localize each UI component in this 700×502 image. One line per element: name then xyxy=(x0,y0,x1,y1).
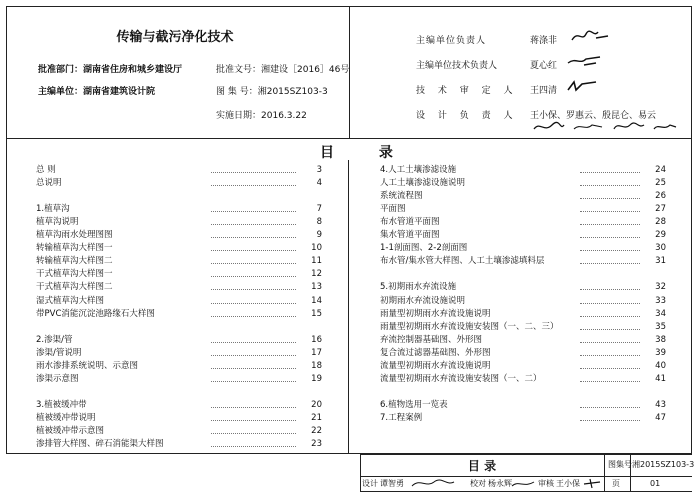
toc-row xyxy=(36,255,322,268)
signature-2 xyxy=(566,53,606,69)
toc-row-page: 4 xyxy=(316,178,322,189)
toc-row-page: 22 xyxy=(311,426,322,436)
header-divider-horizontal xyxy=(6,138,692,139)
tb-signature-review xyxy=(582,476,604,491)
approval-doc xyxy=(216,62,349,75)
toc-row-page: 24 xyxy=(655,165,666,175)
toc-row-page: 47 xyxy=(655,412,666,423)
toc-row xyxy=(380,177,666,190)
toc-row-leader xyxy=(580,185,640,186)
toc-row-leader xyxy=(211,303,296,304)
toc-row xyxy=(380,373,666,386)
toc-row-label: 植草沟说明 xyxy=(36,217,79,228)
toc-row-page: 39 xyxy=(655,347,666,358)
toc-row-page: 29 xyxy=(655,230,666,241)
toc-row-leader xyxy=(211,433,296,434)
tb-review-name: 王小保 xyxy=(556,479,580,488)
toc-row-page: 7 xyxy=(316,204,322,215)
toc-row xyxy=(380,216,666,229)
person-role-3: 技 术 审 定 人 xyxy=(416,86,518,96)
toc-row-leader xyxy=(211,185,296,186)
toc-row-leader xyxy=(580,368,640,369)
toc-row-leader xyxy=(580,316,640,317)
tb-rule-atlas xyxy=(604,454,605,492)
toc-row-leader xyxy=(211,250,296,251)
toc-row xyxy=(36,229,322,242)
toc-row-page: 3 xyxy=(316,165,322,175)
toc-row xyxy=(36,438,322,451)
approval-dept-label: 批准部门： xyxy=(38,65,84,75)
toc-row-leader xyxy=(211,407,296,408)
toc-row xyxy=(36,281,322,294)
toc-row-leader xyxy=(211,224,296,225)
document-title: 传输与截污净化技术 xyxy=(116,30,234,45)
toc-row-label: 6.植物选用一览表 xyxy=(380,399,448,410)
toc-row-leader xyxy=(580,250,640,251)
tb-rule-bottom xyxy=(360,491,692,492)
person-role-4: 设 计 负 责 人 xyxy=(416,111,518,121)
toc-row-label: 渗渠/管说明 xyxy=(36,347,82,358)
toc-row-leader xyxy=(211,276,296,277)
toc-row xyxy=(380,321,666,334)
toc-row xyxy=(380,164,666,177)
toc-row-label: 干式植草沟大样图二 xyxy=(36,282,113,293)
atlas-number xyxy=(216,84,328,97)
toc-row-leader xyxy=(211,263,296,264)
tb-design-name: 谭智勇 xyxy=(380,479,404,488)
toc-row-leader xyxy=(211,172,296,173)
toc-row-leader xyxy=(580,224,640,225)
toc-row-page: 10 xyxy=(311,243,322,254)
toc-row-page: 23 xyxy=(311,439,322,450)
toc-row xyxy=(36,386,322,399)
person-name-2: 夏心红 xyxy=(530,61,558,71)
toc-row-page: 13 xyxy=(311,282,322,293)
toc-row-page: 20 xyxy=(311,399,322,410)
toc-row-label: 3.植被缓冲带 xyxy=(36,399,87,410)
toc-row-page: 21 xyxy=(311,412,322,423)
tb-atlas-value: 湘2015SZ103-3 xyxy=(632,460,695,469)
toc-row-label: 流量型初期雨水弃流设施安装图（一、二） xyxy=(380,373,542,384)
toc-row xyxy=(380,412,666,425)
editor-unit-value: 湖南省建筑设计院 xyxy=(83,87,156,97)
toc-row xyxy=(380,399,666,412)
toc-row-label: 人工土壤渗滤设施说明 xyxy=(380,178,466,189)
toc-row-label: 转输植草沟大样图一 xyxy=(36,243,113,254)
toc-row-label: 7.工程案例 xyxy=(380,412,423,423)
toc-row-label: 5.初期雨水弃流设施 xyxy=(380,282,457,293)
toc-row-leader xyxy=(580,407,640,408)
toc-row xyxy=(380,334,666,347)
toc-row-label: 植被缓冲带示意图 xyxy=(36,426,105,436)
toc-row xyxy=(36,321,322,334)
toc-row-label: 布水管道平面图 xyxy=(380,217,440,228)
toc-row-leader xyxy=(580,198,640,199)
toc-row-label: 集水管道平面图 xyxy=(380,230,440,241)
toc-row-page: 32 xyxy=(655,282,666,293)
toc-row-page: 27 xyxy=(655,204,666,215)
toc-row-page: 31 xyxy=(655,256,666,267)
tb-atlas-label: 图集号 xyxy=(608,460,632,469)
toc-row xyxy=(380,203,666,216)
toc-row-label: 系统流程图 xyxy=(380,191,423,202)
toc-row xyxy=(380,190,666,203)
toc-row xyxy=(36,203,322,216)
toc-row-label: 流量型初期雨水弃流设施说明 xyxy=(380,360,491,371)
toc-row-leader xyxy=(580,211,640,212)
tb-signature-design xyxy=(410,476,470,491)
person-name-3: 王四清 xyxy=(530,86,558,96)
toc-row-leader xyxy=(580,263,640,264)
toc-row-leader xyxy=(211,342,296,343)
toc-row-leader xyxy=(211,289,296,290)
toc-row-leader xyxy=(580,172,640,173)
toc-row-page: 8 xyxy=(316,217,322,228)
toc-row xyxy=(36,216,322,229)
toc-row xyxy=(380,255,666,268)
approval-dept-value: 湖南省住房和城乡建设厅 xyxy=(83,65,183,75)
toc-row xyxy=(380,281,666,294)
toc-row xyxy=(36,190,322,203)
impl-date-label: 实施日期： xyxy=(216,111,262,121)
toc-row-leader xyxy=(580,342,640,343)
toc-row xyxy=(36,268,322,281)
toc-row-leader xyxy=(580,303,640,304)
person-role-2: 主编单位技术负责人 xyxy=(416,61,498,71)
toc-row-leader xyxy=(211,237,296,238)
tb-signature-check xyxy=(510,476,538,491)
toc-row-label: 植草沟雨水处理图图 xyxy=(36,230,113,241)
person-name-4: 王小保、罗惠云、殷昆仑、易云 xyxy=(530,111,657,121)
toc-row-page: 14 xyxy=(311,295,322,306)
signature-3 xyxy=(566,78,602,94)
toc-row xyxy=(380,360,666,373)
toc-row-leader xyxy=(211,355,296,356)
toc-row xyxy=(380,347,666,360)
toc-row xyxy=(380,308,666,321)
toc-row-label: 4.人工土壤渗滤设施 xyxy=(380,165,457,175)
toc-row-leader xyxy=(580,381,640,382)
toc-row xyxy=(36,308,322,321)
toc-row-leader xyxy=(211,211,296,212)
title-block xyxy=(360,454,695,492)
toc-row-page: 11 xyxy=(311,256,322,267)
toc-row-page: 16 xyxy=(311,334,322,345)
toc-column-divider xyxy=(348,160,349,454)
toc-row-page: 15 xyxy=(311,308,322,319)
impl-date-value: 2016.3.22 xyxy=(261,111,307,121)
toc-row-leader xyxy=(580,329,640,330)
toc-row-label: 2.渗渠/管 xyxy=(36,334,73,345)
toc-row-leader xyxy=(580,237,640,238)
atlas-number-value: 湘2015SZ103-3 xyxy=(257,87,328,97)
person-name-1: 蒋涤非 xyxy=(530,36,558,46)
tb-check-label: 校对 xyxy=(470,479,486,488)
toc-row-leader xyxy=(580,355,640,356)
toc-row-label: 初期雨水弃流设施说明 xyxy=(380,295,466,306)
atlas-number-label: 图 集 号： xyxy=(216,87,258,97)
toc-row xyxy=(380,386,666,399)
toc-row-leader xyxy=(211,316,296,317)
toc-row-leader xyxy=(211,420,296,421)
approval-dept xyxy=(38,62,182,75)
toc-row-label: 弃流控制器基础图、外形图 xyxy=(380,334,483,345)
toc-row-leader xyxy=(580,289,640,290)
signatures-designers xyxy=(530,119,680,135)
toc-row-label: 雨量型初期雨水弃流设施安装图（一、二、三） xyxy=(380,321,559,332)
toc-row-page: 26 xyxy=(655,191,666,202)
toc-row-label: 平面图 xyxy=(380,204,406,215)
toc-row-page: 41 xyxy=(655,373,666,384)
toc-heading: 目 录 xyxy=(320,145,413,161)
toc-row xyxy=(380,229,666,242)
toc-row xyxy=(380,268,666,281)
toc-row-page: 12 xyxy=(311,269,322,280)
toc-row-page: 35 xyxy=(655,321,666,332)
tb-check-name: 杨永辉 xyxy=(488,479,512,488)
toc-row-page: 30 xyxy=(655,243,666,254)
toc-row-page: 33 xyxy=(655,295,666,306)
toc-row xyxy=(380,242,666,255)
toc-row xyxy=(36,425,322,438)
toc-row-label: 干式植草沟大样图一 xyxy=(36,269,113,280)
toc-row-page: 19 xyxy=(311,373,322,384)
toc-row xyxy=(36,360,322,373)
toc-row-page: 38 xyxy=(655,334,666,345)
toc-row-label: 带PVC消能沉淀池路缘石大样图 xyxy=(36,308,155,319)
toc-row xyxy=(36,347,322,360)
toc-row xyxy=(36,412,322,425)
toc-row-page: 9 xyxy=(316,230,322,241)
toc-row-label: 复合流过滤器基础图、外形图 xyxy=(380,347,491,358)
tb-page-label: 页 xyxy=(612,479,620,488)
tb-rule-top xyxy=(360,454,692,455)
toc-row xyxy=(36,399,322,412)
tb-drawing-name: 目 录 xyxy=(467,459,497,473)
toc-row-label: 布水管/集水管大样图、人工土壤渗滤填料层 xyxy=(380,256,545,267)
toc-row-page: 18 xyxy=(311,360,322,371)
approval-doc-value: 湘建设［2016］46号 xyxy=(261,65,350,75)
editor-unit xyxy=(38,84,155,97)
tb-design-label: 设计 xyxy=(362,479,378,488)
toc-row-label: 植被缓冲带说明 xyxy=(36,412,96,423)
toc-row-label: 总 则 xyxy=(36,165,56,175)
toc-row xyxy=(36,164,322,177)
toc-row-label: 渗渠示意图 xyxy=(36,373,79,384)
toc-row xyxy=(36,334,322,347)
toc-row-leader xyxy=(211,446,296,447)
toc-row xyxy=(36,177,322,190)
toc-row-page: 43 xyxy=(655,399,666,410)
toc-row-leader xyxy=(211,381,296,382)
toc-row-label: 湿式植草沟大样图 xyxy=(36,295,105,306)
toc-row-label: 雨水渗排系统说明、示意图 xyxy=(36,360,139,371)
toc-row-page: 25 xyxy=(655,178,666,189)
tb-review-label: 审核 xyxy=(538,479,554,488)
toc-row-leader xyxy=(580,420,640,421)
toc-row-label: 雨量型初期雨水弃流设施说明 xyxy=(380,308,491,319)
person-role-1: 主编单位负责人 xyxy=(416,36,487,46)
toc-row-page: 34 xyxy=(655,308,666,319)
toc-row-leader xyxy=(211,368,296,369)
toc-row xyxy=(36,295,322,308)
toc-row-page: 28 xyxy=(655,217,666,228)
toc-row-page: 17 xyxy=(311,347,322,358)
toc-row-label: 渗排管大样图、碎石消能渠大样图 xyxy=(36,439,164,450)
toc-row xyxy=(36,242,322,255)
toc-row xyxy=(380,295,666,308)
toc-row-label: 1-1剖面图、2-2剖面图 xyxy=(380,243,468,254)
editor-unit-label: 主编单位： xyxy=(38,87,84,97)
approval-doc-label: 批准文号： xyxy=(216,65,262,75)
toc-row-label: 1.植草沟 xyxy=(36,204,70,215)
implementation-date xyxy=(216,108,307,121)
toc-row xyxy=(36,373,322,386)
toc-row-page: 40 xyxy=(655,360,666,371)
toc-row-label: 总说明 xyxy=(36,178,62,189)
toc-row-label: 转输植草沟大样图二 xyxy=(36,256,113,267)
tb-page-value: 01 xyxy=(650,479,661,488)
signature-1 xyxy=(570,28,610,44)
